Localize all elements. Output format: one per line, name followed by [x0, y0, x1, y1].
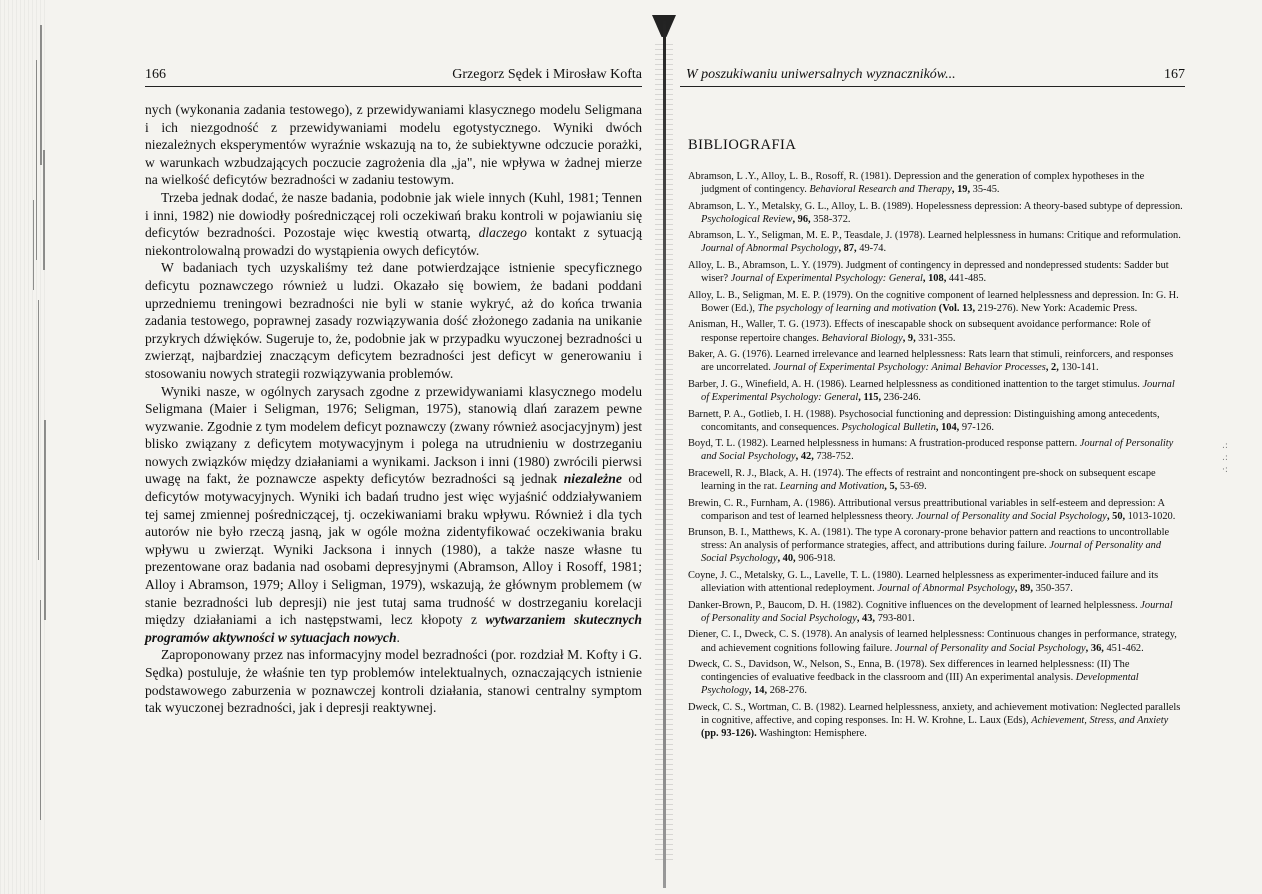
- paragraph: W badaniach tych uzyskaliśmy też dane potwierdzające istnienie specyficznego deficytu poznawczego również u ludzi. Okazało się bowiem, że badani poddani uprzedniemu treningowi bezradności nie byli w stanie wykryć, aż do końca trwania zadania testowego, poprawnej zasady rozwiązywania dość złożonego zadania na unikanie przykrych dźwięków. Sugeruje to, że, podobnie jak w przypadku wyuczonej bezradności u zwierząt, najbardziej znaczącym deficytem bezradności jest deficyt w generowaniu i stosowaniu nowych strategii rozwiązywania problemów.: [145, 260, 642, 381]
- left-page-header: [145, 64, 642, 87]
- paragraph: Trzeba jednak dodać, że nasze badania, podobnie jak wiele innych (Kuhl, 1981; Tennen i inni, 1982) nie dowiodły pośredniczącej roli oczekiwań braku kontroli w pojawianiu się deficytów bezradności. Pozostaje więc kwestią otwartą, dlaczego kontakt z sytuacją niekontrolowalną prowadzi do wystąpienia owych deficytów.: [145, 189, 642, 258]
- reference-entry: Brunson, B. I., Matthews, K. A. (1981). The type A coronary-prone behavior pattern and reactions to uncontrollable stress: An analysis of performance strategies, affect, and attributions during failure. Journal of Personality and Social Psychology, 40, 906-918.: [688, 527, 1170, 565]
- running-head: W poszukiwaniu uniwersalnych wyznaczników...: [686, 67, 956, 82]
- reference-entry: Abramson, L. Y., Metalsky, G. L., Alloy, L. B. (1989). Hopelessness depression: A theory-based subtype of depression. Psychological Review, 96, 358-372.: [688, 200, 1183, 225]
- reference-entry: Abramson, L .Y., Alloy, L. B., Rosoff, R. (1981). Depression and the generation of complex hypotheses in the judgment of contingency. Behavioral Research and Therapy, 19, 35-45.: [688, 171, 1145, 196]
- paragraph: Zaproponowany przez nas informacyjny model bezradności (por. rozdział M. Kofty i G. Sędka) postuluje, że właśnie ten typ problemów intelektualnych, oznaczających istnienie podstawowego zaburzenia w poznawczej kontroli działania, stanowi centralny symptom tak wyuczonej bezradności, jak i depresji reaktywnej.: [145, 647, 642, 716]
- right-page-header: [680, 64, 1185, 87]
- reference-entry: Baker, A. G. (1976). Learned irrelevance and learned helplessness: Rats learn that stimuli, reinforcers, and responses are uncorrelated. Journal of Experimental Psychology: Animal Behavior Processes, 2, 130-141.: [688, 349, 1174, 374]
- reference-entry: Diener, C. I., Dweck, C. S. (1978). An analysis of learned helplessness: Continuous changes in performance, strategy, and achievement cognitions following failure. Journal of Personality and Social Psychology, 36, 451-462.: [688, 629, 1177, 654]
- reference-entry: Abramson, L. Y., Seligman, M. E. P., Teasdale, J. (1978). Learned helplessness in humans: Critique and reformulation. Journal of Abnormal Psychology, 87, 49-74.: [688, 230, 1181, 255]
- reference-entry: Bracewell, R. J., Black, A. H. (1974). The effects of restraint and noncontingent pre-shock on subsequent escape learning in the rat. Learning and Motivation, 5, 53-69.: [688, 467, 1156, 492]
- reference-entry: Barnett, P. A., Gotlieb, I. H. (1988). Psychosocial functioning and depression: Distinguishing among antecedents, concomitants, and consequences. Psychological Bulletin, 104, 97-126.: [688, 408, 1160, 433]
- book-gutter: [663, 18, 666, 888]
- running-head: Grzegorz Sędek i Mirosław Kofta: [452, 67, 642, 82]
- reference-entry: Danker-Brown, P., Baucom, D. H. (1982). Cognitive influences on the development of learned helplessness. Journal of Personality and Social Psychology, 43, 793-801.: [688, 599, 1173, 624]
- reference-entry: Alloy, L. B., Seligman, M. E. P. (1979). On the cognitive component of learned helplessness and depression. In: G. H. Bower (Ed.), The psychology of learning and motivation (Vol. 13, 219-276). New York: Academic Press.: [688, 289, 1179, 314]
- reference-list: [688, 170, 1183, 744]
- reference-entry: Dweck, C. S., Davidson, W., Nelson, S., Enna, B. (1978). Sex differences in learned helplessness: (II) The contingencies of evaluative feedback in the classroom and (III) An experimental analysis. Developmental Psychology, 14, 268-276.: [688, 659, 1139, 697]
- reference-entry: Anisman, H., Waller, T. G. (1973). Effects of inescapable shock on subsequent avoidance performance: Role of response repertoire changes. Behavioral Biology, 9, 331-355.: [688, 319, 1151, 344]
- paragraph: Wyniki nasze, w ogólnych zarysach zgodne z przewidywaniami klasycznego modelu Seligmana (Maier i Seligman, 1976; Seligman, 1975), stanowią dlań zarazem pewne wyzwanie. Zgodnie z tym modelem deficyt poznawczy (zwany również asocjacyjnym) jest blisko związany z deficytem motywacyjnym i polega na utrudnieniu w dostrzeganiu nowych związków między działaniami a wynikami. Jackson i inni (1980) zwrócili pierwsi uwagę na fakt, że poznawcze aspekty deficytów bezradności są jednak niezależne od deficytów motywacyjnych. Wyniki ich badań trudno jest więc wyjaśnić oddziaływaniem tej samej zmiennej pośredniczącej, tj. oczekiwaniami braku wpływu. Również i dla tych autorów nie było rzeczą jasną, jak w ogóle można zidentyfikować oczekiwania braku wpływu u zwierząt. Wyniki Jacksona i innych (1980), a także nasze własne tu prezentowane oraz badania nad osobami depresyjnymi (Abramson, Alloy i Rosoff, 1981; Alloy i Abramson, 1979; Alloy i Seligman, 1979), wskazują, że głównym problemem (w stanie bezradności lub depresji) nie jest tutaj sama trudność w dostrzeganiu korelacji między działaniami a ich następstwami, lecz kłopoty z wytwarzaniem skutecznych programów aktywności w sytuacjach nowych.: [145, 383, 642, 645]
- paragraph: nych (wykonania zadania testowego), z przewidywaniami klasycznego modelu Seligmana i ich niezgodność z przewidywaniami modelu egotystycznego. Wyniki dwóch niezależnych eksperymentów wyraźnie wskazują na to, że subiektywne odczucie porażki, w warunkach wzbudzających poczucie zagrożenia dla „ja", nie wpływa w żadnej mierze na wielkość deficytów bezradności w zadaniu testowym.: [145, 102, 642, 188]
- reference-entry: Barber, J. G., Winefield, A. H. (1986). Learned helplessness as conditioned inattention to the target stimulus. Journal of Experimental Psychology: General, 115, 236-246.: [688, 378, 1175, 403]
- page-number: 166: [145, 67, 166, 82]
- reference-entry: Dweck, C. S., Wortman, C. B. (1982). Learned helplessness, anxiety, and achievement motivation: Neglected parallels in cognitive, affective, and coping responses. In: H. W. Krohne, L. Laux (Eds), Achievement, Stress, and Anxiety (pp. 93-126). Washington: Hemisphere.: [688, 701, 1181, 740]
- margin-marks: .: .: ·:: [1222, 441, 1228, 475]
- section-heading: BIBLIOGRAFIA: [688, 137, 797, 153]
- reference-entry: Brewin, C. R., Furnham, A. (1986). Attributional versus preattributional variables in self-esteem and depression: A comparison and test of learned helplessness theory. Journal of Personality and Social Psychology, 50, 1013-1020.: [688, 497, 1176, 522]
- reference-entry: Coyne, J. C., Metalsky, G. L., Lavelle, T. L. (1980). Learned helplessness as experimenter-induced failure and its alleviation with attentional redeployment. Journal of Abnormal Psychology, 89, 350-357.: [688, 570, 1159, 595]
- page-number: 167: [1164, 67, 1185, 82]
- scan-edge-artifact: [0, 0, 48, 894]
- reference-entry: Boyd, T. L. (1982). Learned helplessness in humans: A frustration-produced response pattern. Journal of Personality and Social Psychology, 42, 738-752.: [688, 438, 1174, 463]
- reference-entry: Alloy, L. B., Abramson, L. Y. (1979). Judgment of contingency in depressed and nondepressed students: Sadder but wiser? Journal of Experimental Psychology: General, 108, 441-485.: [688, 260, 1169, 285]
- body-text: [145, 101, 642, 717]
